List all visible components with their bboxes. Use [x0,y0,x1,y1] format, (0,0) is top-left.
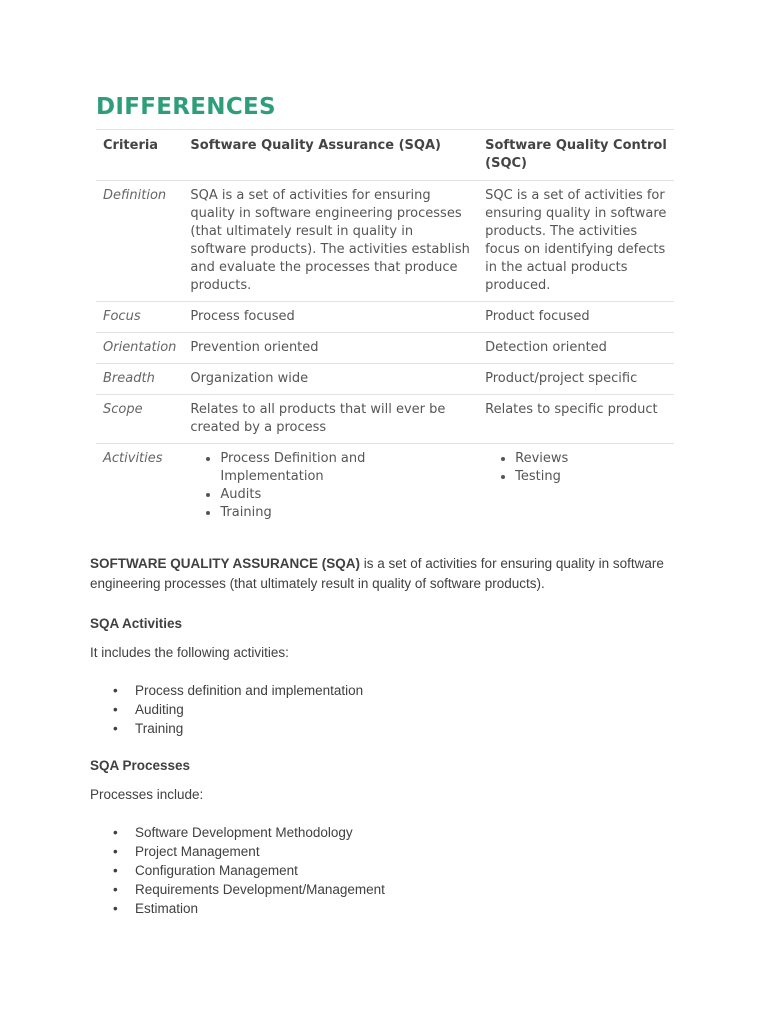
sqc-cell: Product/project specific [478,364,674,395]
sqa-cell: SQA is a set of activities for ensuring quality in software engineering processes (that ultimately result in quality in software products). The activities establish and evaluate the processes that produce products. [183,181,478,302]
criteria-cell: Orientation [96,333,183,364]
comparison-table [96,129,674,528]
list-item [90,842,385,861]
criteria-cell: Breadth [96,364,183,395]
list-item-label: Estimation [135,901,199,916]
table-row-focus [96,302,674,333]
bullet-icon: • [113,825,118,840]
criteria-cell: Scope [96,395,183,444]
bullet-icon: • [113,863,118,878]
sqa-cell [183,444,478,529]
bullet-icon: • [113,901,118,916]
bullet-icon: • [113,844,118,859]
list-item-label: Auditing [135,702,184,717]
list-item [90,823,385,842]
sqa-activities-title: SQA Activities [90,616,183,631]
sqc-cell: Product focused [478,302,674,333]
bullet-icon: • [113,721,118,736]
bullet-icon: • [113,702,118,717]
criteria-cell: Focus [96,302,183,333]
sqa-processes-title: SQA Processes [90,758,191,773]
page-heading: DIFFERENCES [96,94,276,120]
sqc-cell: Relates to specific product [478,395,674,444]
criteria-cell: Definition [96,181,183,302]
list-item: • Training [220,504,471,522]
list-item [90,861,385,880]
sqc-cell: SQC is a set of activities for ensuring quality in software products. The activities focus on identifying defects in the actual products produced. [478,181,674,302]
sqa-activities-list [90,681,363,738]
list-item [90,880,385,899]
table-header-row [96,130,674,181]
sqc-cell: Detection oriented [478,333,674,364]
list-item [90,899,385,918]
table-row-scope [96,395,674,444]
table-row-breadth [96,364,674,395]
list-item-label: Project Management [135,844,260,859]
list-item [90,700,363,719]
list-item: • Process Definition and Implementation [220,450,471,486]
criteria-cell: Activities [96,444,183,529]
list-item: • Audits [220,486,471,504]
bullet-icon: • [113,882,118,897]
sqa-processes-list [90,823,385,918]
sqc-activities-list [485,450,667,486]
list-item-label: Training [135,721,184,736]
sqc-cell [478,444,674,529]
list-item-label: Software Development Methodology [135,825,353,840]
sqa-processes-lead: Processes include: [90,787,204,802]
list-item: • Reviews [515,450,667,468]
header-sqa: Software Quality Assurance (SQA) [183,130,478,181]
sqa-activities-list [190,450,471,522]
table-row-activities [96,444,674,529]
table-row-definition [96,181,674,302]
sqa-cell: Relates to all products that will ever be created by a process [183,395,478,444]
list-item [90,681,363,700]
intro-bold: SOFTWARE QUALITY ASSURANCE (SQA) [90,556,361,571]
list-item-label: Process definition and implementation [135,683,364,698]
intro-paragraph [90,554,680,594]
header-criteria: Criteria [96,130,183,181]
table-row-orientation [96,333,674,364]
bullet-icon: • [113,683,118,698]
list-item [90,719,363,738]
list-item-label: Configuration Management [135,863,298,878]
sqa-cell: Organization wide [183,364,478,395]
header-sqc: Software Quality Control (SQC) [478,130,674,181]
sqa-cell: Process focused [183,302,478,333]
list-item: • Testing [515,468,667,486]
intro-rest: is a set of activities for ensuring quality in software engineering processes (that ultimately result in quality of software products). [90,556,664,591]
sqa-activities-lead: It includes the following activities: [90,645,289,660]
sqa-cell: Prevention oriented [183,333,478,364]
list-item-label: Requirements Development/Management [135,882,385,897]
